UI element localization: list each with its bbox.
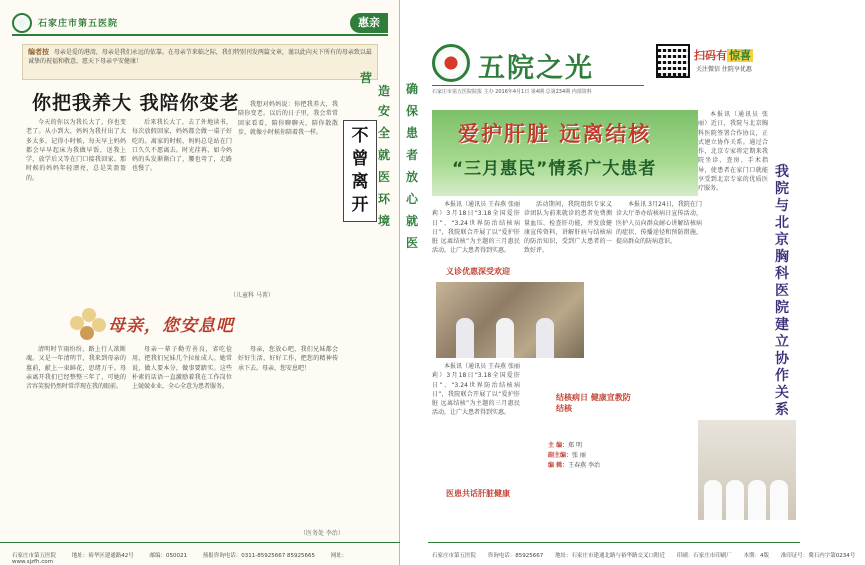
partner-title-char: 建: [775, 317, 789, 333]
partnership-vertical-title: [766, 164, 798, 419]
banner-char: 患: [405, 126, 418, 140]
article2-col3-text: 母亲，您放心吧，我们兄妹都会好好生活，好好工作，把您的精神传承下去。母亲，您安息吧！: [238, 346, 338, 372]
editor-label-2: 副主编：: [548, 452, 573, 459]
main-text-1-content: 本报讯（通讯员 王春燕 张丽莉）3月18日“3.18全国爱肝日”、“3.24世界防治结核病日”，我院联合开展了以“爱护肝脏 远离结核”为主题的三月惠民活动，让广大患者得到实惠。: [432, 201, 520, 255]
hospital-name: 石家庄市第五医院: [38, 19, 119, 29]
banner-char: 医: [377, 170, 390, 184]
vertical-title-char: 开: [351, 195, 369, 215]
right-page: [428, 0, 856, 565]
article1-col2: [132, 118, 232, 303]
main-text-3-content: 本报讯 3月24日，我院在门诊大厅举办结核病日宣传活动，医护人员向群众耐心讲解结核病的症状、传播途径和预防措施，提高群众的防病意识。: [616, 201, 702, 246]
article2-col3: [238, 345, 338, 525]
hero-headline: 爱护肝脏 远离结核: [458, 121, 652, 146]
footer-zip: 邮编：050021: [149, 553, 188, 559]
masthead-title: 五院之光: [478, 53, 594, 84]
banner-char: 全: [377, 126, 390, 140]
banner-char: 就: [405, 214, 418, 228]
editor-name-2: 张 丽: [572, 452, 586, 459]
partner-title-char: 科: [775, 266, 789, 282]
editor-intro: [22, 44, 378, 80]
right-column-content: 本报讯（通讯员 张丽）近日，我院与北京胸科医院签署合作协议，正式建立协作关系。通过合作，北京专家将定期来我院坐诊、查房、手术指导，使患者在家门口就能享受到北京专家的优质医疗服务。: [698, 111, 768, 193]
partner-title-char: 胸: [775, 249, 789, 265]
partner-title-char: 作: [775, 368, 789, 384]
flower-decoration-icon: [70, 308, 110, 344]
article1-col3: [238, 100, 338, 285]
article2-title: 母亲，您安息吧: [108, 316, 234, 336]
partner-title-char: 与: [775, 198, 789, 214]
partner-title-char: 系: [775, 402, 789, 418]
partner-title-char: 院: [775, 181, 789, 197]
issue-meta: 石家庄市第五医院院报 主办 2016年4月1日 第4期 总第234期 内部资料: [432, 89, 592, 95]
partner-title-char: 我: [775, 164, 789, 180]
banner-char: 环: [377, 192, 390, 206]
left-page-header: [12, 10, 388, 36]
hero-banner: [432, 110, 698, 196]
hospital-logo-icon: [12, 13, 32, 33]
banner-char: 就: [377, 148, 390, 162]
vertical-title-char: 曾: [351, 149, 369, 169]
qr-subtitle: 关注微信 住院享优惠: [696, 66, 752, 73]
footer-phone: 预报咨询电话：0311-85925667 85925665: [202, 553, 315, 559]
side-banner-col1: [372, 100, 396, 232]
article2-col1-text: 清明时节雨纷纷，路上行人欲断魂。又是一年清明节，我来到母亲的墓前，献上一束鲜花，思绪万千。母亲离开我们已经整整三年了，可她的音容笑貌仍然时常浮现在我的眼前。: [26, 346, 126, 391]
partner-title-char: 关: [775, 385, 789, 401]
partner-title-char: 协: [775, 351, 789, 367]
footer-address: 地址：裕华区建通路42号: [71, 553, 134, 559]
main-text-1b: [432, 362, 520, 417]
photo-caption-1: 义诊优惠深受欢迎: [446, 267, 510, 276]
qr-title: [694, 47, 753, 63]
main-text-2-content: 活动期间，我院组织专家义诊团队为前来就诊的患者免费测量血压、检查肝功能，并发放健康宣传资料，讲解肝病与结核病的防治知识，受到广大患者的一致好评。: [524, 201, 612, 255]
banner-char: 心: [405, 192, 418, 206]
article1-col1: [26, 118, 126, 303]
article2-col2: [132, 345, 232, 535]
banner-char: 安: [377, 104, 390, 118]
qr-code-icon: [656, 44, 690, 78]
article2-byline: （医务处 李治）: [300, 530, 344, 537]
banner-char: 医: [405, 236, 418, 250]
banner-char: 保: [405, 104, 418, 118]
qr-promo: [656, 44, 796, 104]
rfooter-print: 印刷：石家庄市印刷厂: [676, 553, 732, 559]
rfooter-reg: 准印证号：冀石内字第0234号: [780, 553, 856, 559]
banner-char: 营: [359, 71, 372, 85]
intro-text: 母亲是爱的港湾，母亲是我们永远的依靠。在母亲节来临之际，我们特别刊发两篇文章，谨以此向天下所有的母亲致以最诚挚的祝福和敬意，愿天下母亲平安健康！: [28, 49, 372, 65]
right-column-text: [698, 110, 768, 360]
editor-label-1: 主 编：: [548, 442, 569, 449]
editor-name-1: 郑 明: [568, 442, 583, 449]
section-tag: 惠亲: [350, 13, 388, 33]
vertical-title-char: 离: [351, 172, 369, 192]
banner-char: 放: [405, 170, 418, 184]
main-text-1b-content: 本报讯（通讯员 王春燕 张丽莉）3月18日“3.18全国爱肝日”、“3.24世界防治结核病日”，我院联合开展了以“爱护肝脏 远离结核”为主题的三月惠民活动，让广大患者得到实惠。: [432, 363, 520, 417]
banner-char: 者: [405, 148, 418, 162]
intro-label: 编者按: [28, 48, 49, 56]
partner-title-char: 院: [775, 300, 789, 316]
footer-web: 网址：www.sjzfh.com: [12, 553, 348, 565]
article2-col1: [26, 345, 126, 535]
vertical-title-char: 不: [351, 126, 369, 146]
main-text-1: [432, 200, 520, 260]
qr-highlight: 惊喜: [729, 49, 751, 62]
main-text-3: [616, 200, 702, 330]
rfooter-address: 地址：石家庄市建通北路与裕华路交叉口附近: [555, 553, 666, 559]
left-page: [0, 0, 400, 565]
article1-byline: （儿童科 马菁）: [230, 292, 274, 299]
article1-col2-text: 后来我长大了，去了外地读书，每次放假回家，妈妈都会做一桌子好吃的。离家的时候，妈妈总是站在门口久久不愿离去。时光荏苒，如今妈妈的头发渐渐白了，腰也弯了，走路也慢了。: [132, 119, 232, 173]
partner-title-char: 医: [775, 283, 789, 299]
article1-col3-text: 我想对妈妈说：你把我养大，我陪你变老。以后的日子里，我会常常回家看看，陪你聊聊天，陪你散散步，就像小时候你陪着我一样。: [238, 101, 338, 136]
article2-col2-text: 母亲一辈子勤劳善良，省吃俭用，把我们兄妹几个拉扯成人。她常说，做人要本分，做事要踏实。这些朴素的话语一直激励着我在工作岗位上兢兢业业，全心全意为患者服务。: [132, 346, 232, 391]
rfooter-edition: 本期：4版: [743, 553, 770, 559]
group-photo: [698, 420, 796, 520]
rfooter-phone: 咨询电话：85925667: [487, 553, 544, 559]
banner-char: 境: [377, 214, 390, 228]
editor-name-3: 王春燕 李治: [568, 462, 601, 469]
banner-char: 造: [377, 84, 390, 98]
editor-label-3: 编 辑：: [548, 462, 569, 469]
partner-title-char: 立: [775, 334, 789, 350]
rfooter-org: 石家庄市第五医院: [432, 553, 477, 559]
right-footer: [428, 542, 856, 565]
masthead: [432, 44, 644, 86]
side-banner-col2: [400, 78, 424, 254]
editorial-staff: [548, 441, 600, 471]
hero-subheadline: “三月惠民”情系广大患者: [452, 159, 657, 179]
photo-caption-2: 结核病日 健康宣教防结核: [556, 393, 631, 413]
left-footer: [0, 542, 400, 565]
qr-title-text: 扫码有: [694, 49, 727, 62]
side-banner-a: [372, 80, 396, 102]
article1-col1-text: 今天的你以为我长大了，你也变老了。从小到大，妈妈为我付出了太多太多。记得小时候，每天早上妈妈都会早早起床为我做早饭，送我上学，放学后又等在门口接我回家。那时候的妈妈年轻漂亮，总是笑盈盈的。: [26, 119, 126, 182]
banner-char: 确: [405, 82, 418, 96]
article1-title: 你把我养大 我陪你变老: [32, 92, 240, 114]
hospital-emblem-icon: [432, 44, 470, 82]
footer-org: 石家庄市第五医院: [12, 553, 57, 559]
partner-title-char: 北: [775, 215, 789, 231]
photo-caption-3: 医患共话肝脏健康: [446, 489, 510, 498]
clinic-photo: [436, 282, 584, 358]
partner-title-char: 京: [775, 232, 789, 248]
